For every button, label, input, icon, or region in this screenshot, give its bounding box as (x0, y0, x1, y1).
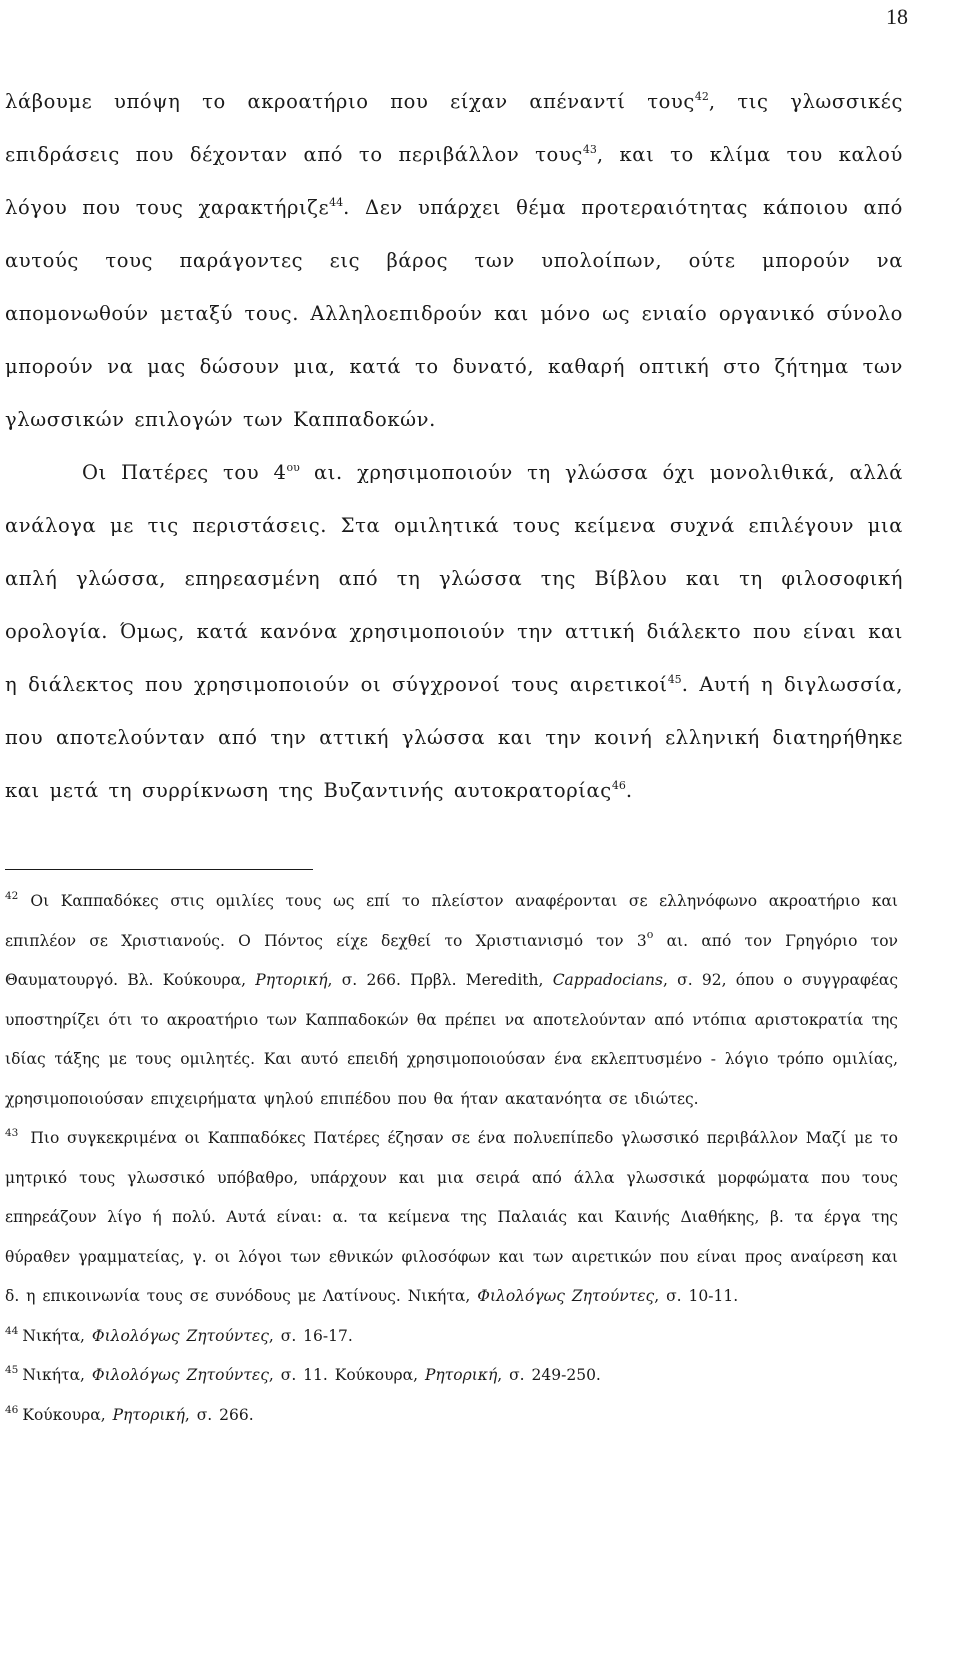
text-run: , σ. 266. (184, 1405, 254, 1424)
footnote-number: 43 (5, 1127, 19, 1139)
footnote-42 (5, 882, 898, 1119)
italic-title: Ρητορική (255, 971, 328, 989)
text-run: , σ. 249-250. (497, 1366, 601, 1384)
footnotes (5, 882, 898, 1435)
italic-title: Ρητορική (112, 1405, 185, 1424)
text-run: . Αυτή η διγλωσσία, που αποτελούνταν από την αττική γλώσσα και την κοινή ελληνική διατηρήθηκε και μετά τη συρρίκνωση της Βυζαντινής αυτοκρατορίας (5, 673, 903, 802)
italic-title: Ρητορική (424, 1366, 498, 1384)
footnote-ref-45[interactable]: 45 (667, 673, 682, 686)
ordinal-superscript: ου (286, 461, 300, 474)
footnote-44 (5, 1317, 898, 1357)
footnote-43 (5, 1119, 898, 1317)
italic-title: Φιλολόγως Ζητούντες (91, 1366, 269, 1384)
text-run: . Δεν υπάρχει θέμα προτεραιότητας κάποιου από αυτούς τους παράγοντες εις βάρος των υπολοίπων, ούτε μπορούν να απομονωθούν μεταξύ τους. Αλληλοεπιδρούν και μόνο ως ενιαίο οργανικό σύνολο μπορούν να μας δώσουν μια, κατά το δυνατό, καθαρή οπτική στο ζήτημα των γλωσσικών επιλογών των Καππαδοκών. (5, 196, 903, 431)
footnote-ref-42[interactable]: 42 (694, 90, 709, 103)
main-text (5, 75, 903, 817)
text-run: αι. από τον Γρηγόριο τον Θαυματουργό. Βλ. Κούκουρα, (5, 931, 898, 989)
footnote-separator (5, 869, 313, 870)
paragraph-2 (5, 446, 903, 817)
ordinal-superscript: ο (646, 927, 654, 941)
footnote-number: 45 (5, 1364, 19, 1376)
text-run: Πιο συγκεκριμένα οι Καππαδόκες Πατέρες έζησαν σε ένα πολυεπίπεδο γλωσσικό περιβάλλον Μαζί με το μητρικό τους γλωσσικό υπόβαθρο, υπάρχουν και μια σειρά από άλλα γλωσσικά μορφώματα που τους επηρεάζουν λίγο ή πολύ. Αυτά είναι: α. τα κείμενα της Παλαιάς και Καινής Διαθήκης, β. τα έργα της θύραθεν γραμματείας, γ. οι λόγοι των εθνικών φιλοσόφων και των αιρετικών που είναι προς αναίρεση και δ. η επικοινωνία τους σε συνόδους με Λατίνους. Νικήτα, (5, 1129, 898, 1305)
footnote-ref-43[interactable]: 43 (582, 143, 597, 156)
text-run: Οι Πατέρες του 4 (82, 461, 287, 484)
text-run: , σ. 92, όπου ο συγγραφέας υποστηρίζει ότι το ακροατήριο των Καππαδοκών θα πρέπει να αποτελούνταν από ντόπια αριστοκρατία της ιδίας τάξης με τους ομιλητές. Και αυτό επειδή χρησιμοποιούσαν ένα εκλεπτυσμένο - λόγιο τρόπο ομιλίας, χρησιμοποιούσαν επιχειρήματα ψηλού επιπέδου που θα ήταν ακατανόητα σε ιδιώτες. (5, 971, 898, 1108)
italic-title: Φιλολόγως Ζητούντες (477, 1287, 655, 1305)
page-number: 18 (886, 4, 908, 29)
text-run: Νικήτα, (22, 1326, 92, 1345)
footnote-number: 42 (5, 890, 19, 902)
footnote-number: 44 (5, 1324, 19, 1337)
italic-title: Φιλολόγως Ζητούντες (91, 1326, 269, 1345)
text-run: αι. χρησιμοποιούν τη γλώσσα όχι μονολιθικά, αλλά ανάλογα με τις περιστάσεις. Στα ομιλητικά τους κείμενα συχνά επιλέγουν μια απλή γλώσσα, επηρεασμένη από τη γλώσσα της Βίβλου και τη φιλοσοφική ορολογία. Όμως, κατά κανόνα χρησιμοποιούν την αττική διάλεκτο που είναι και η διάλεκτος που χρησιμοποιούν οι σύγχρονοί τους αιρετικοί (5, 461, 904, 696)
footnote-45 (5, 1356, 898, 1396)
text-run: λάβουμε υπόψη το ακροατήριο που είχαν απέναντί τους (5, 90, 695, 113)
footnote-ref-44[interactable]: 44 (329, 196, 344, 209)
footnote-46 (5, 1396, 898, 1436)
text-run: Κούκουρα, (22, 1405, 113, 1424)
text-run: , και το κλίμα του καλού λόγου που τους χαρακτήριζε (5, 143, 903, 219)
footnote-ref-46[interactable]: 46 (611, 779, 626, 792)
text-run: , σ. 266. Πρβλ. Meredith, (327, 971, 553, 989)
text-run: , σ. 11. Κούκουρα, (268, 1366, 425, 1384)
text-run: , σ. 16-17. (268, 1326, 353, 1345)
italic-title: Cappadocians (552, 971, 663, 989)
paragraph-1 (5, 75, 903, 446)
text-run: . (625, 779, 633, 802)
text-run: Οι Καππαδόκες στις ομιλίες τους ως επί το πλείστον αναφέρονται σε ελληνόφωνο ακροατήριο και επιπλέον σε Χριστιανούς. Ο Πόντος είχε δεχθεί το Χριστιανισμό τον 3 (5, 892, 898, 950)
footnote-number: 46 (5, 1403, 19, 1416)
text-run: Νικήτα, (22, 1366, 92, 1384)
text-run: , σ. 10-11. (654, 1287, 739, 1305)
text-run: , τις γλωσσικές επιδράσεις που δέχονταν από το περιβάλλον τους (5, 90, 903, 166)
